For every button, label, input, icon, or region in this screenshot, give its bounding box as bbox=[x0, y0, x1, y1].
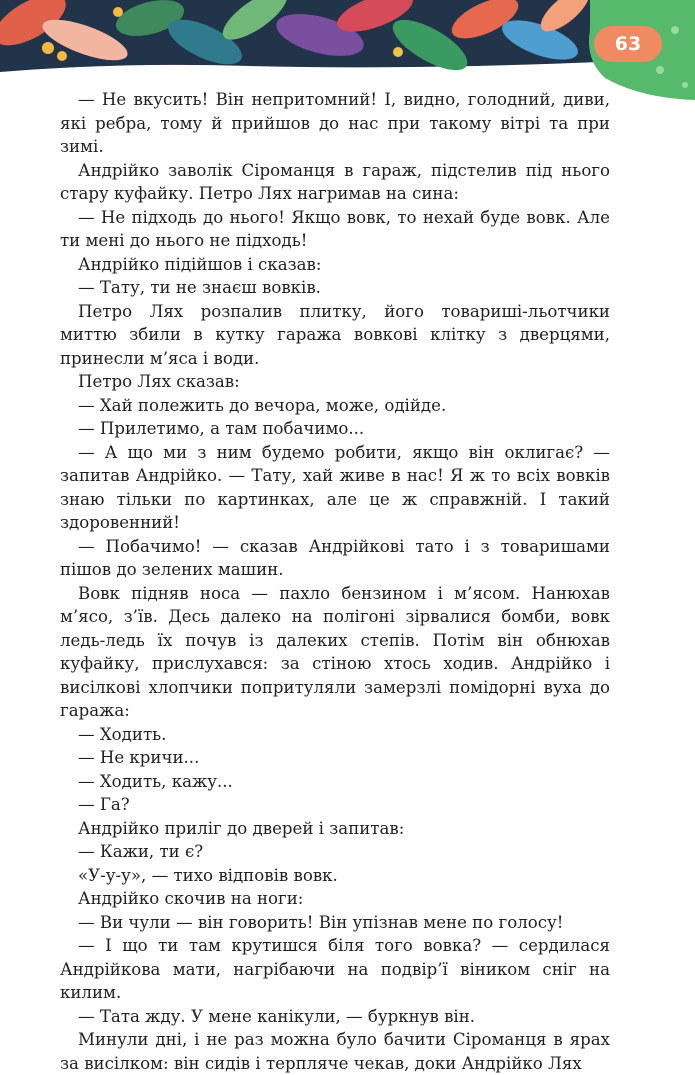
paragraph: — Ходить. bbox=[78, 724, 167, 744]
paragraph: — Кажи, ти є? bbox=[78, 842, 204, 861]
flower-dot bbox=[671, 26, 679, 34]
paragraph: Вовк підняв носа — пахло бензином і м’ясом. Нанюхав м’ясо, з’їв. Десь далеко на полігоні зірвалися бомби, вовк ледь-ледь їх почув із далеких степів. Потім він обнюхав куфайку, прислухався: за стіною хтось ходив. Андрійко і висілкові хлопчики попритуляли замерзлі помідорні вуха до гаража: bbox=[60, 583, 610, 720]
paragraph: — Га? bbox=[78, 795, 130, 814]
paragraph: — Не підходь до нього! Якщо вовк, то нехай буде вовк. Але ти мені до нього не підходь! bbox=[60, 207, 610, 250]
paragraph: — Хай полежить до вечора, може, одійде. bbox=[78, 395, 447, 415]
paragraph: — Не кричи... bbox=[78, 748, 200, 767]
paragraph: Андрійко заволік Сіроманця в гараж, підстелив під нього стару куфайку. Петро Лях нагримав на сина: bbox=[60, 160, 610, 203]
paragraph: Петро Лях розпалив плитку, його товариші-льотчики миттю збили в кутку гаража вовкові клітку з дверцями, принесли м’яса і води. bbox=[60, 301, 610, 368]
paragraph: — Прилетимо, а там побачимо... bbox=[78, 419, 365, 438]
paragraph: «У-у-у», — тихо відповів вовк. bbox=[78, 865, 338, 885]
paragraph: Андрійко приліг до дверей і запитав: bbox=[78, 818, 405, 838]
paragraph: Минули дні, і не раз можна було бачити Сіроманця в ярах за висілком: він сидів і терпляче чекав, доки Андрійко Лях bbox=[60, 1030, 610, 1073]
paragraph: — А що ми з ним будемо робити, якщо він оклигає? — запитав Андрійко. — Тату, хай живе в нас! Я ж то всіх вовків знаю тільки по картинках, але це ж справжній. І такий здоровенний! bbox=[60, 442, 610, 532]
paragraph: Петро Лях сказав: bbox=[78, 372, 240, 391]
flower-dot bbox=[393, 47, 403, 57]
paragraph: — Ходить, кажу... bbox=[78, 771, 233, 791]
page-number-badge: 63 bbox=[594, 26, 662, 62]
flower-dot bbox=[57, 51, 67, 61]
flower-dot bbox=[656, 66, 664, 74]
paragraph: Андрійко підійшов і сказав: bbox=[78, 254, 322, 274]
flower-dot bbox=[42, 42, 54, 54]
paragraph: — Тату, ти не знаєш вовків. bbox=[78, 278, 321, 297]
story-text bbox=[60, 88, 610, 1075]
paragraph: — Не вкусить! Він непритомний! І, видно, голодний, диви, які ребра, тому й прийшов до нас при такому вітрі та при зимі. bbox=[60, 90, 610, 156]
paragraph: — І що ти там крутишся біля того вовка? — сердилася Андрійкова мати, нагрібаючи на подвір’ї віником сніг на килим. bbox=[60, 936, 610, 1002]
paragraph: Андрійко скочив на ноги: bbox=[78, 889, 304, 908]
paragraph: — Тата жду. У мене канікули, — буркнув він. bbox=[78, 1006, 476, 1026]
flower-dot bbox=[113, 7, 123, 17]
flower-dot bbox=[682, 82, 688, 88]
paragraph: — Ви чули — він говорить! Він упізнав мене по голосу! bbox=[78, 912, 564, 932]
paragraph: — Побачимо! — сказав Андрійкові тато і з товаришами пішов до зелених машин. bbox=[60, 536, 610, 579]
